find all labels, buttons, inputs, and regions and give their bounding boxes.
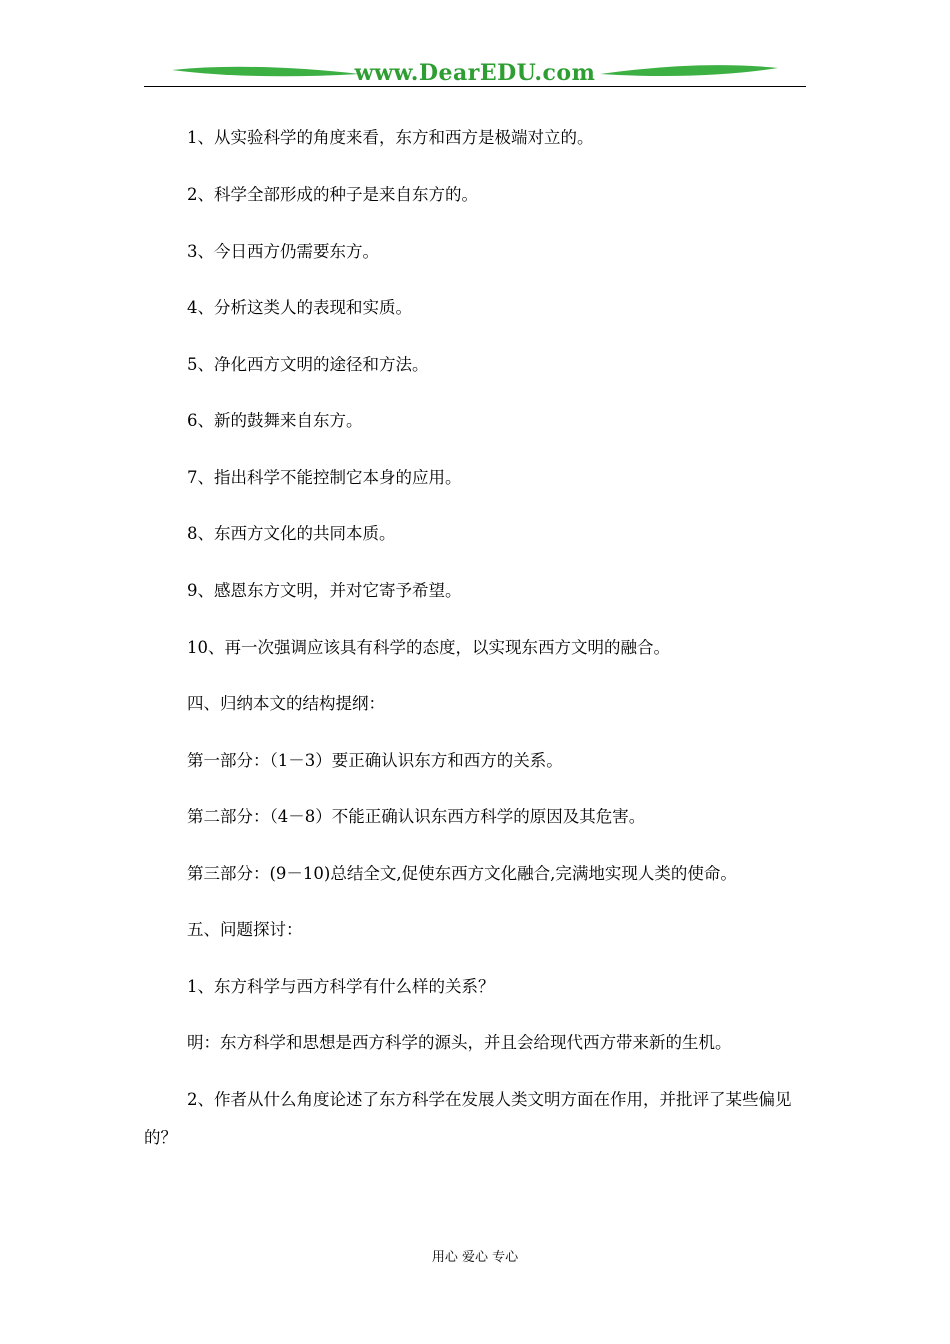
body-line: 9、感恩东方文明，并对它寄予希望。 bbox=[187, 581, 462, 600]
body-line: 第二部分：（4－8）不能正确认识东西方科学的原因及其危害。 bbox=[187, 807, 646, 826]
body-line: 5、净化西方文明的途径和方法。 bbox=[187, 355, 429, 374]
body-paragraph: 2、作者从什么角度论述了东方科学在发展人类文明方面在作用，并批评了某些偏见的？ bbox=[144, 1090, 792, 1147]
header-divider bbox=[144, 86, 806, 87]
body-line: 4、分析这类人的表现和实质。 bbox=[187, 298, 412, 317]
body-line: 8、东西方文化的共同本质。 bbox=[187, 524, 396, 543]
body-line: 1、从实验科学的角度来看，东方和西方是极端对立的。 bbox=[187, 128, 594, 147]
section-heading: 五、问题探讨： bbox=[187, 920, 303, 939]
section-heading: 四、归纳本文的结构提纲： bbox=[187, 694, 385, 713]
body-line: 7、指出科学不能控制它本身的应用。 bbox=[187, 468, 462, 487]
body-line: 1、东方科学与西方科学有什么样的关系？ bbox=[187, 977, 495, 996]
body-line: 第三部分：(9－10)总结全文,促使东西方文化融合,完满地实现人类的使命。 bbox=[187, 864, 737, 883]
body-line: 3、今日西方仍需要东方。 bbox=[187, 242, 379, 261]
site-logo-text[interactable]: www.DearEDU.com bbox=[354, 60, 596, 86]
body-line: 明：东方科学和思想是西方科学的源头，并且会给现代西方带来新的生机。 bbox=[187, 1033, 732, 1052]
body-line: 6、新的鼓舞来自东方。 bbox=[187, 411, 363, 430]
page-header bbox=[0, 0, 950, 100]
page-footer: 用心 爱心 专心 bbox=[431, 1250, 519, 1265]
body-line: 2、科学全部形成的种子是来自东方的。 bbox=[187, 185, 478, 204]
body-line: 10、再一次强调应该具有科学的态度，以实现东西方文明的融合。 bbox=[187, 638, 670, 657]
body-line: 第一部分：（1－3）要正确认识东方和西方的关系。 bbox=[187, 751, 563, 770]
